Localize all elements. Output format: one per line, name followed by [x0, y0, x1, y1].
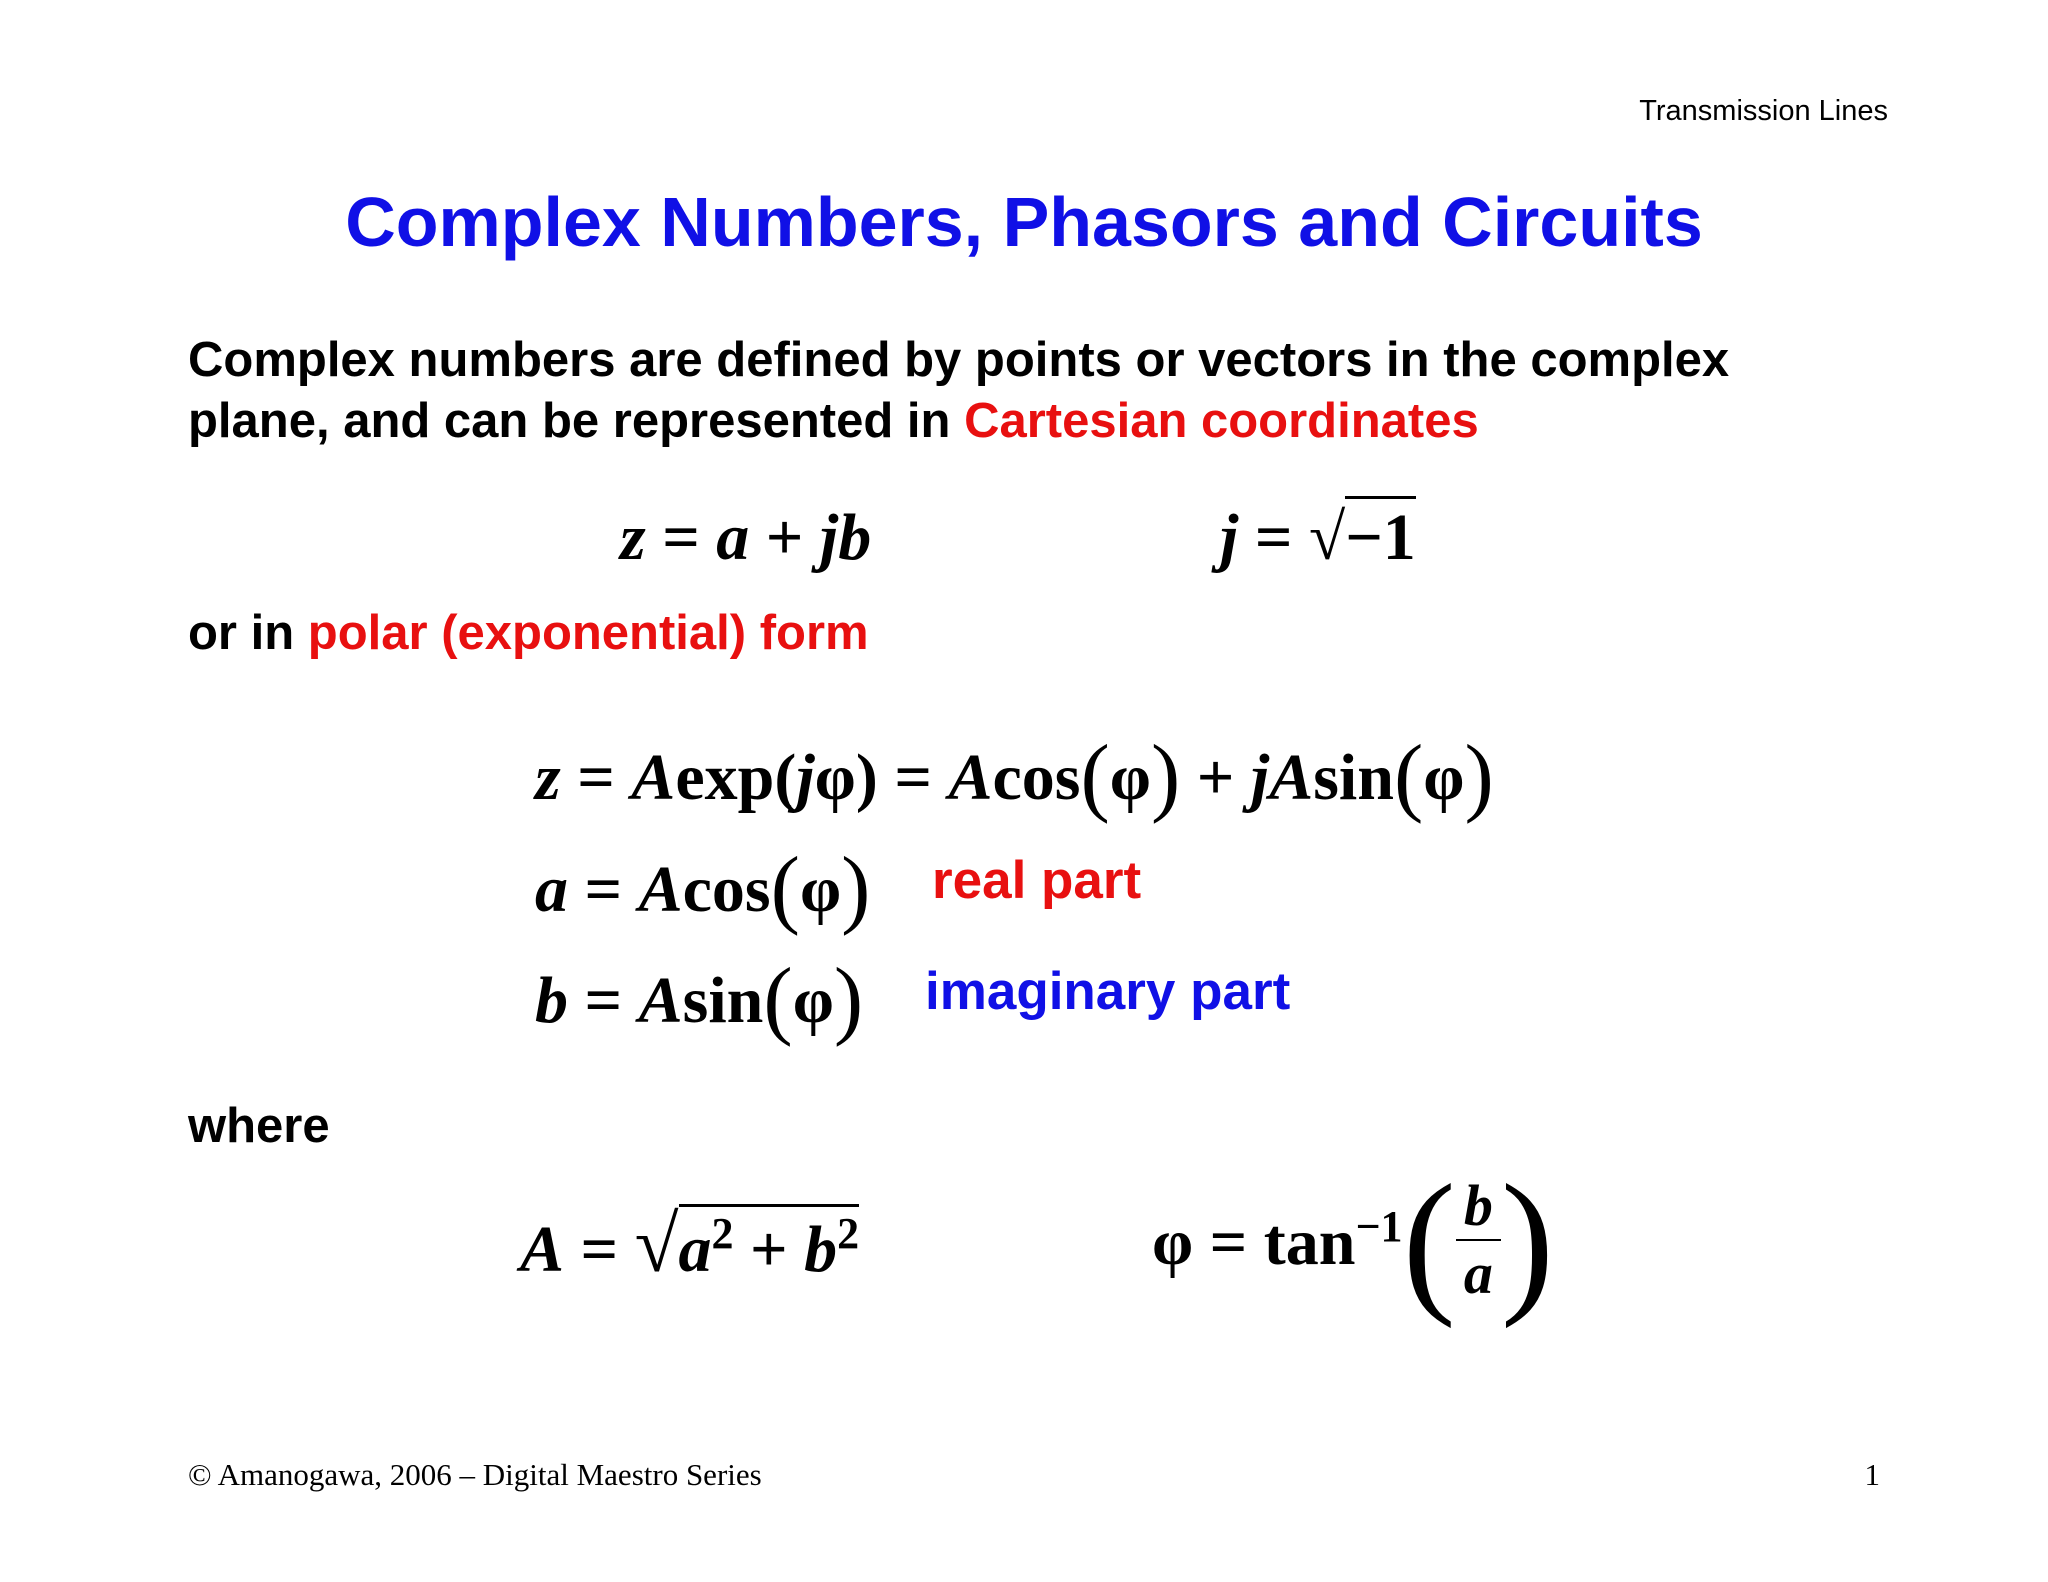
- eq-a: a: [716, 501, 750, 574]
- j-definition-equation: j = √−1: [1220, 505, 1416, 571]
- intro-line1: Complex numbers are defined by points or vectors in the complex: [188, 333, 1730, 387]
- running-header: Transmission Lines: [1639, 95, 1888, 127]
- page-number: 1: [1864, 1457, 1880, 1492]
- magnitude-equation: $A = √a^2 + b^2$: [520, 1201, 860, 1289]
- polar-equation: z = Aexp(jφ) = Acos(φ) + jAsin(φ): [535, 728, 1494, 825]
- sqrt-radicand: −1: [1345, 496, 1416, 574]
- intro-line2: [188, 391, 1872, 452]
- imaginary-part-equation: b = Asin(φ): [535, 951, 864, 1048]
- eq-z: z: [620, 501, 646, 574]
- eq-jb: jb: [819, 501, 872, 574]
- sqrt-icon: √: [1308, 501, 1346, 574]
- slide-title: Complex Numbers, Phasors and Circuits: [345, 183, 1703, 261]
- polar-highlight: polar (exponential) form: [307, 606, 869, 660]
- cartesian-coordinates-highlight: Cartesian coordinates: [964, 394, 1479, 448]
- imaginary-part-label: imaginary part: [925, 962, 1291, 1021]
- real-part-equation: a = Acos(φ): [535, 840, 871, 937]
- footer-copyright: © Amanogawa, 2006 – Digital Maestro Series: [188, 1457, 762, 1492]
- phase-equation: $\varphi = \tan^{-1}$( $\frac{b}{a}$ ): [1152, 1151, 1555, 1329]
- polar-prefix: or in: [188, 606, 308, 660]
- intro-line2-start: plane, and can be represented in: [188, 394, 965, 448]
- intro-paragraph: [188, 330, 1872, 452]
- cartesian-equation: z = a + jb: [620, 501, 872, 574]
- real-part-label: real part: [932, 851, 1142, 910]
- where-label: where: [188, 1099, 330, 1153]
- polar-form-label: [188, 605, 869, 661]
- sqrt-icon: √: [634, 1201, 679, 1289]
- eq-j: j: [1220, 501, 1239, 574]
